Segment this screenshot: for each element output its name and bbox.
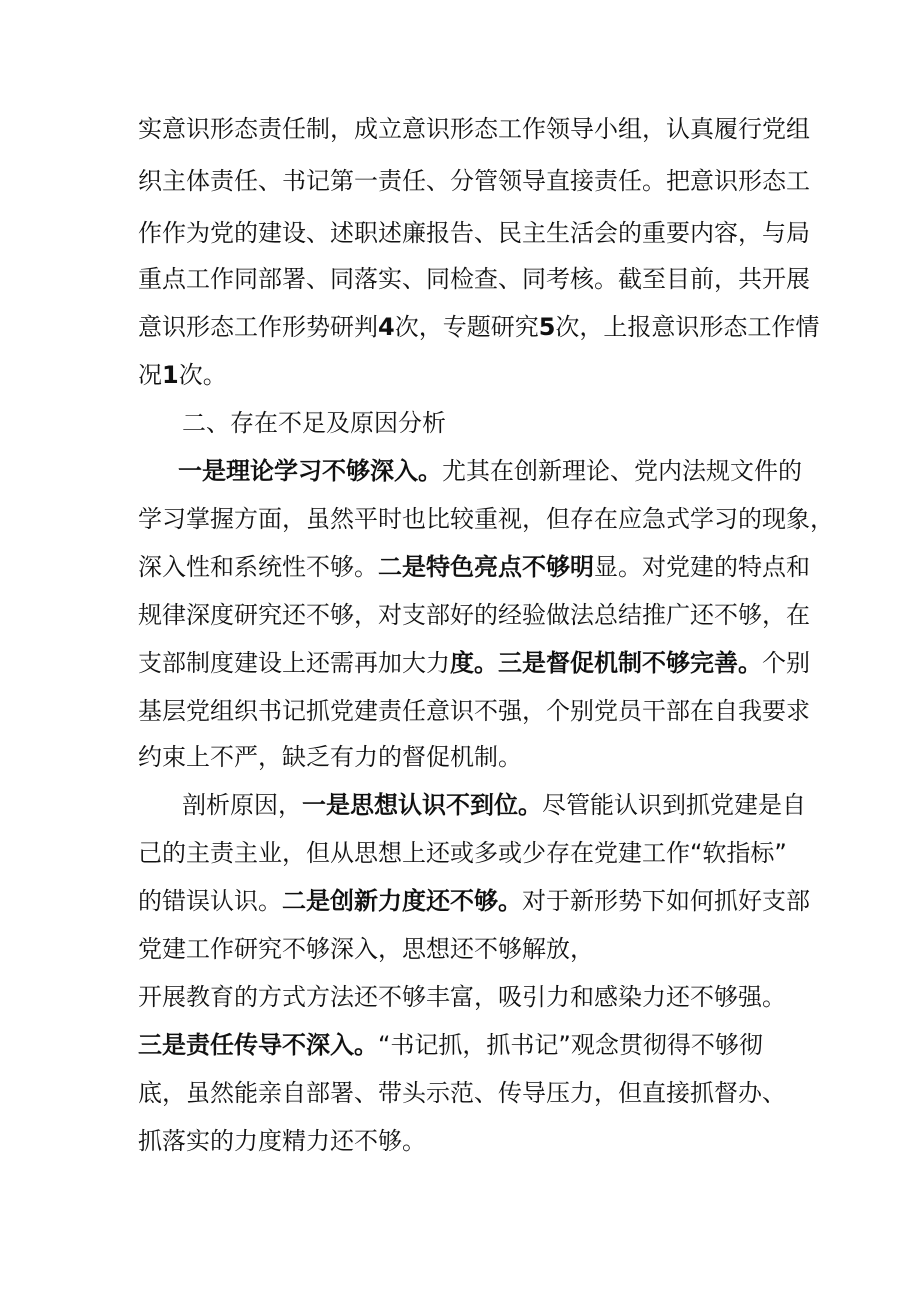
text-line-6 bbox=[138, 360, 798, 390]
text-segment: 支部制度建设上还需再加大力 bbox=[138, 649, 450, 677]
text-segment: 党建工作研究不够深入，思想还不够解放， bbox=[138, 935, 594, 963]
text-segment-bold: 二是特色亮点不够明 bbox=[378, 553, 594, 581]
section-heading bbox=[182, 408, 842, 438]
text-segment: 意识形态工作形势研判 bbox=[138, 313, 378, 341]
text-segment: 的错误认识。 bbox=[138, 887, 282, 915]
text-line-15 bbox=[182, 790, 842, 820]
text-line-19 bbox=[138, 982, 798, 1012]
text-line-1 bbox=[138, 114, 810, 144]
text-segment: 显。对党建的特点和 bbox=[594, 553, 810, 581]
text-segment: 次，上报意识形态工作情 bbox=[555, 313, 820, 341]
text-line-2 bbox=[138, 166, 810, 196]
text-segment-bold: 4 bbox=[378, 313, 395, 341]
text-segment: 作作为党的建设、述职述廉报告、民主生活会的重要内容，与局 bbox=[138, 219, 810, 247]
text-segment: 织主体责任、书记第一责任、分管领导直接责任。把意识形态工 bbox=[138, 167, 810, 195]
text-segment: 约束上不严，缺乏有力的督促机制。 bbox=[138, 743, 522, 771]
text-line-12 bbox=[138, 648, 810, 678]
text-segment: 剖析原因， bbox=[182, 791, 302, 819]
text-segment: 实意识形态责任制，成立意识形态工作领导小组，认真履行党组 bbox=[138, 115, 810, 143]
text-line-21 bbox=[138, 1078, 798, 1108]
text-line-5 bbox=[138, 312, 820, 342]
text-segment-bold: 三是责任传导不深入。 bbox=[138, 1031, 378, 1059]
text-segment: 二、存在不足及原因分析 bbox=[182, 409, 446, 437]
text-line-3 bbox=[138, 218, 810, 248]
text-line-17 bbox=[138, 886, 810, 916]
text-segment: 尽管能认识到抓党建是自 bbox=[542, 791, 806, 819]
text-line-18 bbox=[138, 934, 798, 964]
text-line-10 bbox=[138, 552, 810, 582]
text-line-13 bbox=[138, 696, 810, 726]
text-segment: 况 bbox=[138, 361, 162, 389]
text-segment: “书记抓，抓书记”观念贯彻得不够彻 bbox=[378, 1031, 763, 1059]
text-segment: 重点工作同部署、同落实、同检查、同考核。截至目前，共开展 bbox=[138, 265, 810, 293]
text-segment-bold: 5 bbox=[538, 313, 556, 341]
text-line-14 bbox=[138, 742, 798, 772]
text-segment: 个别 bbox=[762, 649, 810, 677]
text-segment: 己的主责主业，但从思想上还或多或少存在党建工作“软指标” bbox=[138, 839, 787, 867]
text-segment-bold: 一是理论学习不够深入。 bbox=[178, 457, 442, 485]
text-line-8 bbox=[178, 456, 838, 486]
text-segment: 次。 bbox=[178, 361, 227, 389]
text-segment: 尤其在创新理论、党内法规文件的 bbox=[442, 457, 802, 485]
text-line-20 bbox=[138, 1030, 798, 1060]
text-segment: 开展教育的方式方法还不够丰富，吸引力和感染力还不够强。 bbox=[138, 983, 786, 1011]
text-segment-bold: 度。三是督促机制不够完善。 bbox=[450, 649, 762, 677]
text-line-22 bbox=[138, 1126, 798, 1156]
text-segment: 规律深度研究还不够，对支部好的经验做法总结推广还不够，在 bbox=[138, 601, 810, 629]
text-segment: 抓落实的力度精力还不够。 bbox=[138, 1127, 426, 1155]
text-segment-bold: 二是创新力度还不够。 bbox=[282, 887, 522, 915]
text-segment: 深入性和系统性不够。 bbox=[138, 553, 378, 581]
text-line-9 bbox=[138, 504, 834, 534]
text-line-4 bbox=[138, 264, 810, 294]
text-segment: 学习掌握方面，虽然平时也比较重视，但存在应急式学习的现象， bbox=[138, 505, 834, 533]
text-line-16 bbox=[138, 838, 798, 868]
text-line-11 bbox=[138, 600, 810, 630]
text-segment-bold: 1 bbox=[162, 361, 179, 389]
text-segment-bold: 一是思想认识不到位。 bbox=[302, 791, 542, 819]
text-segment: 次，专题研究 bbox=[394, 313, 539, 341]
text-segment: 基层党组织书记抓党建责任意识不强，个别党员干部在自我要求 bbox=[138, 697, 810, 725]
text-segment: 底，虽然能亲自部署、带头示范、传导压力，但直接抓督办、 bbox=[138, 1079, 786, 1107]
text-segment: 对于新形势下如何抓好支部 bbox=[522, 887, 810, 915]
